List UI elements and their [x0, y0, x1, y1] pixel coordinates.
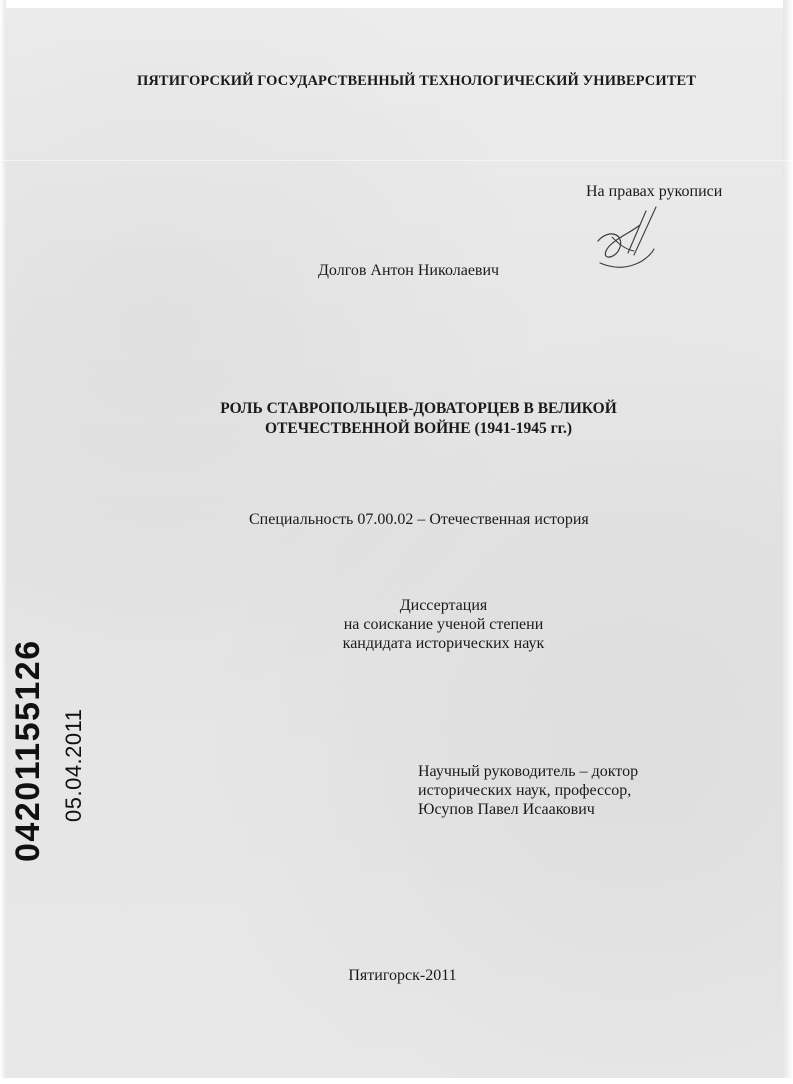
- author-name: Долгов Антон Николаевич: [318, 262, 500, 279]
- scan-edge-top: [0, 0, 793, 8]
- library-stamp-date: 05.04.2011: [61, 708, 86, 822]
- dissertation-title: [0, 399, 793, 439]
- degree-line-3: кандидата исторических наук: [342, 635, 545, 652]
- supervisor-line-2: исторических наук, профессор,: [418, 782, 632, 799]
- scan-edge-right: [783, 0, 793, 1084]
- degree-line-1: Диссертация: [399, 597, 488, 614]
- scan-fold-line: [0, 160, 793, 161]
- scan-edge-bottom: [0, 1078, 793, 1084]
- manuscript-note: На правах рукописи: [586, 183, 723, 200]
- specialty: Специальность 07.00.02 – Отечественная история: [249, 511, 589, 528]
- supervisor-block: [418, 762, 638, 819]
- supervisor-line-3: Юсупов Павел Исаакович: [418, 801, 595, 818]
- library-stamp-number: 04201155126: [9, 639, 47, 862]
- supervisor-line-1: Научный руководитель – доктор: [418, 763, 639, 780]
- signature-icon: [590, 203, 668, 273]
- city-year: Пятигорск-2011: [348, 967, 457, 984]
- title-line-1: РОЛЬ СТАВРОПОЛЬЦЕВ-ДОВАТОРЦЕВ В ВЕЛИКОЙ: [220, 400, 617, 417]
- university-name: ПЯТИГОРСКИЙ ГОСУДАРСТВЕННЫЙ ТЕХНОЛОГИЧЕСКИЙ УНИВЕРСИТЕТ: [136, 73, 697, 89]
- degree-statement: [0, 596, 793, 653]
- scan-edge-left: [0, 0, 6, 1084]
- title-line-2: ОТЕЧЕСТВЕННОЙ ВОЙНЕ (1941-1945 гг.): [264, 420, 573, 437]
- degree-line-2: на соискание ученой степени: [343, 616, 544, 633]
